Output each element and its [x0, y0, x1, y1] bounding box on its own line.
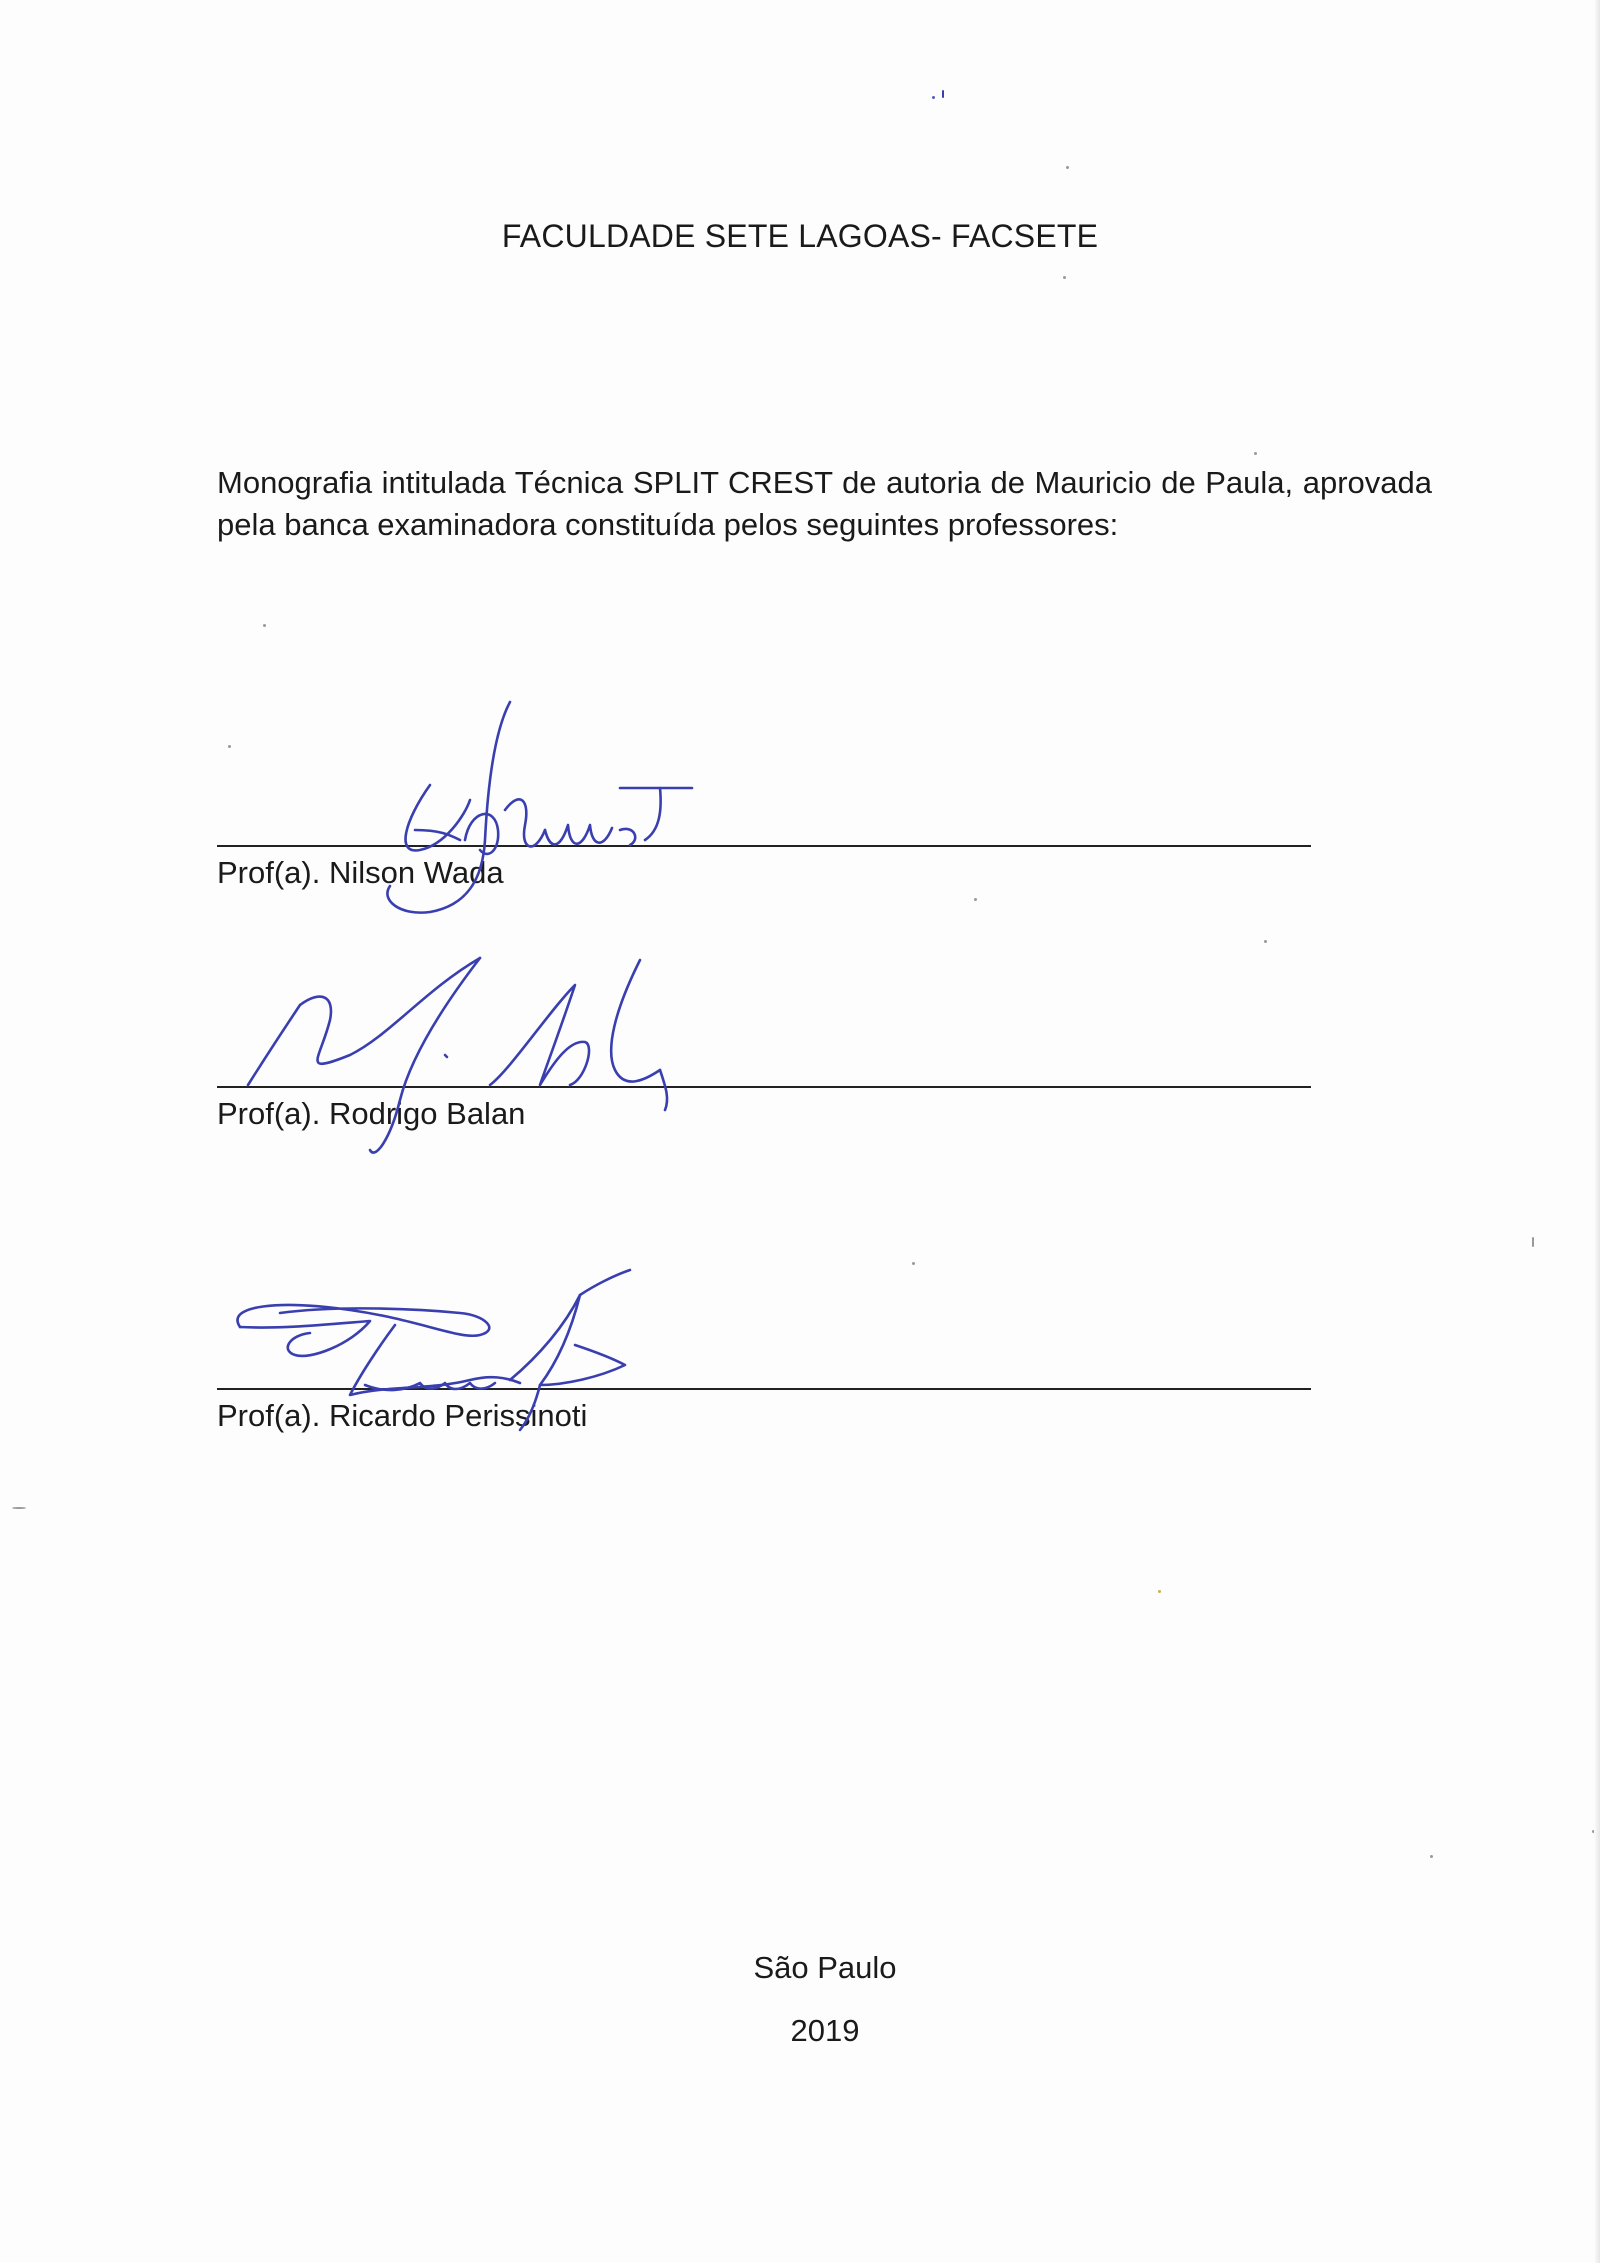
institution-name: FACULDADE SETE LAGOAS- FACSETE — [501, 218, 1099, 254]
scan-speck — [1264, 940, 1267, 943]
scan-speck — [1254, 452, 1257, 455]
signature-line — [217, 845, 1311, 847]
scan-speck — [974, 898, 977, 901]
scan-speck — [1066, 166, 1069, 169]
signature-line — [217, 1388, 1311, 1390]
page-edge-shadow — [1594, 0, 1600, 2263]
signature-line — [217, 1086, 1311, 1088]
year: 2019 — [790, 2013, 860, 2048]
professor-name: Prof(a). Nilson Wada — [217, 855, 504, 890]
scan-speck — [1430, 1855, 1433, 1858]
scan-speck — [263, 624, 266, 627]
scan-speck — [912, 1262, 915, 1265]
scan-speck — [932, 96, 935, 99]
scan-speck — [1532, 1237, 1534, 1247]
scan-speck — [1158, 1590, 1161, 1593]
scan-speck — [12, 1507, 26, 1509]
professor-name: Prof(a). Rodrigo Balan — [217, 1096, 526, 1131]
professor-name: Prof(a). Ricardo Perissinoti — [217, 1398, 588, 1433]
scan-speck — [228, 745, 231, 748]
approval-statement: Monografia intitulada Técnica SPLIT CREST de autoria de Mauricio de Paula, aprovada pela banca examinadora constituída pelos seguintes professores: — [217, 465, 1432, 542]
scan-speck — [1063, 276, 1066, 279]
city: São Paulo — [753, 1950, 897, 1985]
scan-speck — [942, 90, 944, 98]
